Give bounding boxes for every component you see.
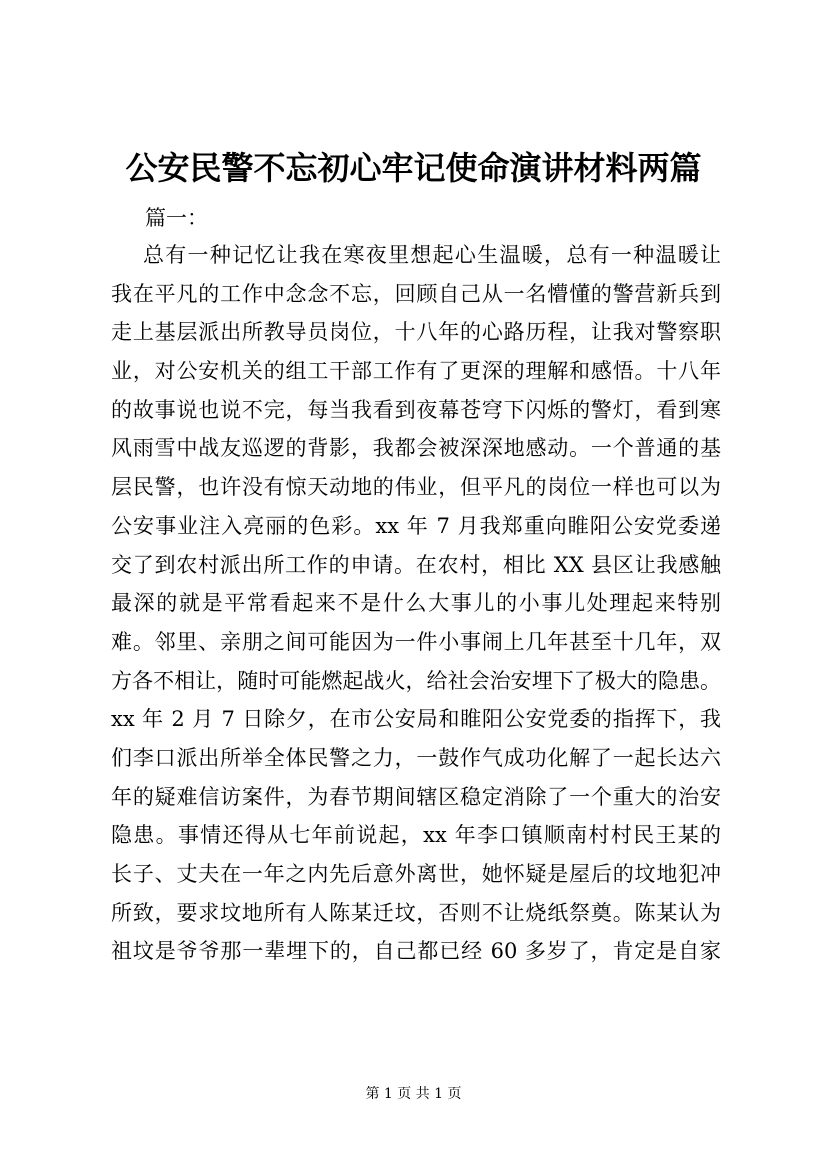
body-line: 所致，要求坟地所有人陈某迁坟，否则不让烧纸祭奠。陈某认为 (111, 900, 721, 925)
body-line: 难。邻里、亲朋之间可能因为一件小事闹上几年甚至十几年，双 (111, 629, 721, 654)
body-line: 最深的就是平常看起来不是什么大事儿的小事儿处理起来特别 (111, 591, 721, 616)
body-line: 业，对公安机关的组工干部工作有了更深的理解和感悟。十八年 (111, 359, 721, 384)
page-footer: 第 1 页 共 1 页 (365, 1086, 462, 1102)
body-line: 长子、丈夫在一年之内先后意外离世，她怀疑是屋后的坟地犯冲 (111, 862, 721, 886)
body-line: xx 年 2 月 7 日除夕，在市公安局和睢阳公安党委的指挥下，我 (111, 707, 721, 732)
body-line: 们李口派出所举全体民警之力，一鼓作气成功化解了一起长达六 (111, 745, 721, 770)
body-line: 方各不相让，随时可能燃起战火，给社会治安埋下了极大的隐患。 (111, 668, 721, 693)
body-line: 总有一种记忆让我在寒夜里想起心生温暖，总有一种温暖让 (143, 243, 721, 267)
section-heading: 篇一： (145, 206, 208, 230)
body-paragraph (111, 236, 721, 971)
body-line: 公安事业注入亮丽的色彩。xx 年 7 月我郑重向睢阳公安党委递 (111, 513, 721, 538)
body-line: 风雨雪中战友巡逻的背影，我都会被深深地感动。一个普通的基 (111, 436, 721, 461)
body-line: 隐患。事情还得从七年前说起，xx 年李口镇顺南村村民王某的 (111, 823, 721, 848)
document-title: 公安民警不忘初心牢记使命演讲材料两篇 (125, 149, 702, 187)
body-line: 走上基层派出所教导员岗位，十八年的心路历程，让我对警察职 (111, 320, 721, 345)
body-line: 层民警，也许没有惊天动地的伟业，但平凡的岗位一样也可以为 (111, 475, 721, 500)
body-line: 祖坟是爷爷那一辈埋下的，自己都已经 60 多岁了，肯定是自家 (111, 939, 721, 964)
body-line: 年的疑难信访案件，为春节期间辖区稳定消除了一个重大的治安 (111, 784, 721, 809)
body-line: 交了到农村派出所工作的申请。在农村，相比 XX 县区让我感触 (111, 552, 721, 577)
body-line: 我在平凡的工作中念念不忘，回顾自己从一名懵懂的警营新兵到 (111, 281, 721, 306)
body-line: 的故事说也说不完，每当我看到夜幕苍穹下闪烁的警灯，看到寒 (111, 397, 721, 422)
